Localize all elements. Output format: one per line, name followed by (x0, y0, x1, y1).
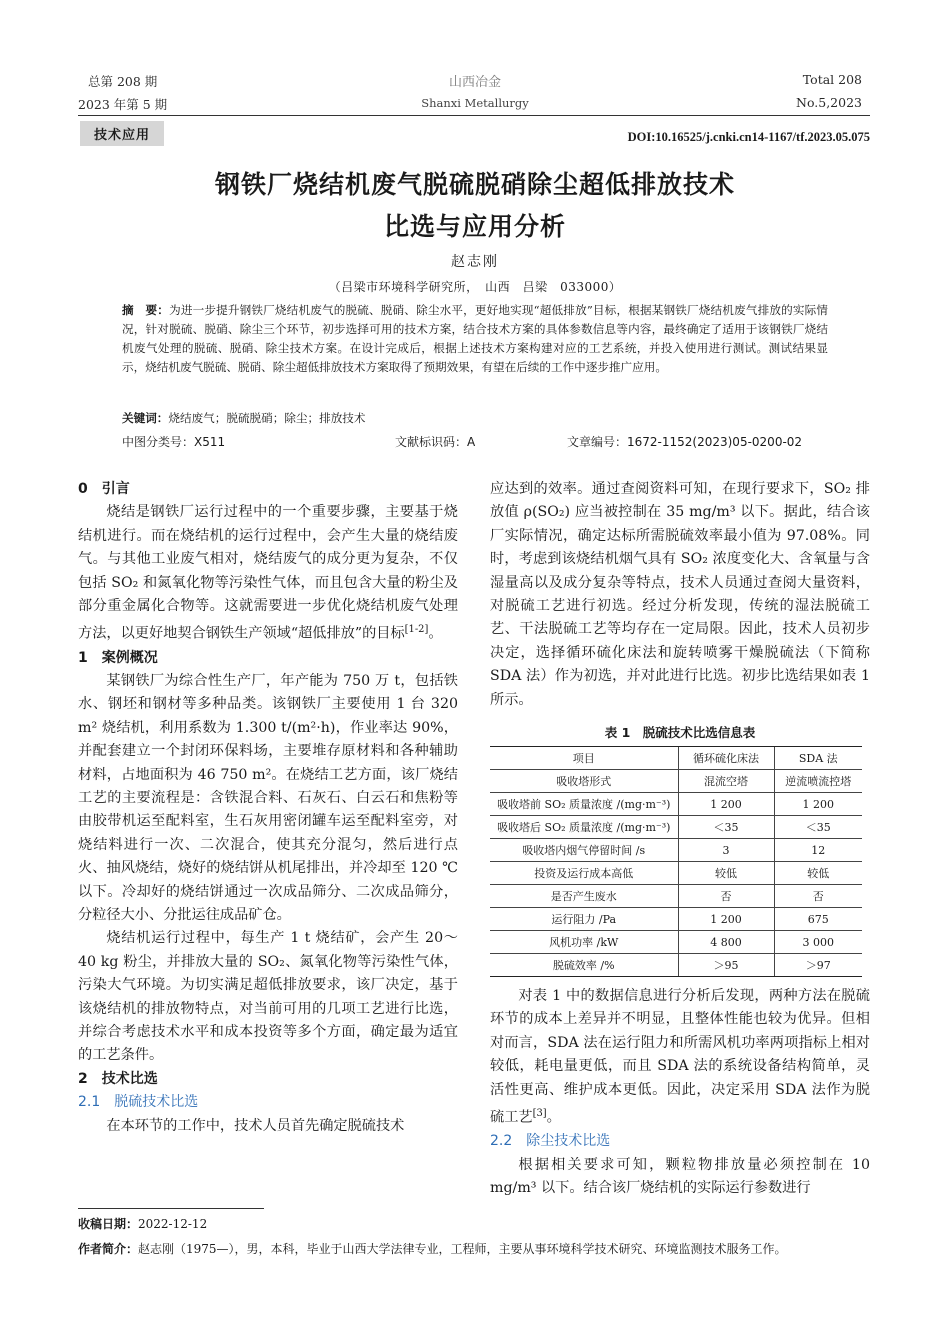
table-cell: 较低 (774, 862, 862, 885)
document-code: 文献标识码：A (395, 435, 476, 449)
table-row (490, 793, 862, 816)
table-row (490, 839, 862, 862)
table-cell: 吸收塔内烟气停留时间 /s (490, 839, 678, 862)
table-header-cell: 循环硫化床法 (678, 747, 774, 770)
footnote-rule (78, 1208, 264, 1209)
section-2-2-heading: 2.2 除尘技术比选 (490, 1133, 611, 1150)
citation: [3] (532, 1108, 547, 1120)
section-0-paragraph: 烧结是钢铁厂运行过程中的一个重要步骤，主要基于烧结机进行。而在烧结机的运行过程中，会产生大量的烧结废气。与其他工业废气相对，烧结废气的成分更为复杂，不仅包括 SO₂ 和氮氧化物等污染性气体，而且包含大量的粉尘及部分重金属化合物等。这就需要进一步优化烧结机废气处理方法，以更好地契合钢铁生产领域“超低排放”的目标[1-2]。 (78, 504, 458, 643)
doi: DOI:10.16525/j.cnki.cn14-1167/tf.2023.05.075 (627, 130, 870, 144)
table-cell: 1 200 (678, 908, 774, 931)
table-1-frame (490, 746, 862, 977)
section-1-heading: 1 案例概况 (78, 649, 158, 666)
table-cell: 12 (774, 839, 862, 862)
table-cell: 风机功率 /kW (490, 931, 678, 954)
table-cell: 投资及运行成本高低 (490, 862, 678, 885)
table-row (490, 862, 862, 885)
section-1-paragraph-1: 某钢铁厂为综合性生产厂，年产能为 750 万 t，包括铁水、钢坯和钢材等多种品类。该钢铁厂主要使用 1 台 320 m² 烧结机，利用系数为 1.300 t/(m²·h)，作业率达 90%，并配套建立一个封闭环保料场，主要堆存原材料和各种辅助材料，占地面积为 46 750 m²。在烧结工艺方面，该厂烧结工艺的主要流程是：含铁混合料、石灰石、白云石和焦粉等由胶带机运至配料室，生石灰用密闭罐车运至配料室旁，对烧结料进行一次、二次混合，使其充分混匀，然后进行点火、抽风烧结，烧好的烧结饼从机尾排出，并冷却至 120 ℃以下。冷却好的烧结饼通过一次成品筛分、二次成品筛分，分粒径大小、分批运往成品矿仓。 (78, 672, 458, 924)
table-cell: 吸收塔前 SO₂ 质量浓度 /(mg·m⁻³) (490, 793, 678, 816)
table-cell: 否 (774, 885, 862, 908)
column-tag: 技术应用 (80, 121, 164, 146)
table-cell: 吸收塔后 SO₂ 质量浓度 /(mg·m⁻³) (490, 816, 678, 839)
table-cell: 1 200 (774, 793, 862, 816)
left-column (78, 478, 458, 1138)
abstract-text: 为进一步提升钢铁厂烧结机废气的脱硫、脱硝、除尘水平，更好地实现“超低排放”目标，根据某钢铁厂烧结机废气排放的实际情况，针对脱硫、脱硝、除尘三个环节，初步选择可用的技术方案，结合技术方案的具体参数信息等内容，最终确定了适用于该钢铁厂烧结机废气处理的脱硫、脱硝、除尘技术方案。在设计完成后，根据上述技术方案构建对应的工艺系统，并投入使用进行测试。测试结果显示，烧结机废气脱硫、脱硝、除尘超低排放技术方案取得了预期效果，有望在后续的工作中逐步推广应用。 (122, 303, 828, 374)
keywords (122, 409, 828, 428)
keywords-text: 烧结废气；脱硫脱硝；除尘；排放技术 (168, 411, 366, 425)
table-cell: ＞97 (774, 954, 862, 977)
table-row (490, 885, 862, 908)
table-header-row (490, 747, 862, 770)
table-cell: 675 (774, 908, 862, 931)
title-line-1: 钢铁厂烧结机废气脱硫脱硝除尘超低排放技术 (214, 170, 735, 199)
header-rule (78, 115, 870, 116)
section-2-1-heading: 2.1 脱硫技术比选 (78, 1094, 199, 1111)
table-cell: ＜35 (678, 816, 774, 839)
title-line-2: 比选与应用分析 (383, 212, 566, 241)
table-cell: 4 800 (678, 931, 774, 954)
header-issue-total: 总第 208 期 (88, 74, 158, 89)
table-1 (490, 747, 862, 976)
table-cell: 是否产生废水 (490, 885, 678, 908)
table-1-analysis-paragraph: 对表 1 中的数据信息进行分析后发现，两种方法在脱硫环节的成本上差异并不明显，且整体性能也较为优异。但相对而言，SDA 法在运行阻力和所需风机功率两项指标上相对较低，耗电量更低，而且 SDA 法的系统设备结构简单，灵活性更高、维护成本更低。因此，决定采用 SDA 法作为脱硫工艺[3]。 (490, 988, 870, 1126)
section-2-1-continued: 应达到的效率。通过查阅资料可知，在现行要求下，SO₂ 排放值 ρ(SO₂) 应当被控制在 35 mg/m³ 以下。据此，结合该厂实际情况，确定达标所需脱硫效率最小值为 97.08%。同时，考虑到该烧结机烟气具有 SO₂ 浓度变化大、含氧量与含湿量高以及成分复杂等特点，技术人员通过查阅大量资料，对脱硫工艺进行初选。经过分析发现，传统的湿法脱硫工艺、干法脱硫工艺等均存在一定局限。因此，技术人员初步决定，选择循环硫化床法和旋转喷雾干燥脱硫法（下简称 SDA 法）作为初选，并对此进行比选。初步比选结果如表 1 所示。 (490, 481, 870, 708)
section-2-2-paragraph: 根据相关要求可知，颗粒物排放量必须控制在 10 mg/m³ 以下。结合该厂烧结机的实际运行参数进行 (490, 1156, 870, 1196)
abstract-label: 摘 要： (122, 303, 170, 317)
table-row (490, 908, 862, 931)
table-cell: 否 (678, 885, 774, 908)
header-journal-en: Shanxi Metallurgy (421, 96, 529, 110)
table-cell: 混流空塔 (678, 770, 774, 793)
table-cell: 吸收塔形式 (490, 770, 678, 793)
bio-label: 作者简介： (78, 1242, 139, 1256)
citation: [1-2] (404, 624, 429, 636)
header-issue-year: 2023 年第 5 期 (78, 97, 168, 112)
table-cell: 运行阻力 /Pa (490, 908, 678, 931)
table-row (490, 931, 862, 954)
table-1-title: 表 1 脱硫技术比选信息表 (604, 725, 756, 740)
section-0-heading: 0 引言 (78, 481, 130, 497)
abstract (122, 301, 828, 377)
header-number-en: No.5,2023 (796, 95, 862, 110)
table-cell: 较低 (678, 862, 774, 885)
header-journal-cn: 山西冶金 (448, 75, 501, 90)
article-number: 文章编号：1672-1152(2023)05-0200-02 (567, 435, 803, 449)
affiliation: （吕梁市环境科学研究所， 山西 吕梁 033000） (328, 280, 622, 294)
table-cell: 逆流喷流控塔 (774, 770, 862, 793)
section-1-paragraph-2: 烧结机运行过程中，每生产 1 t 烧结矿，会产生 20～40 kg 粉尘，并排放大量的 SO₂、氮氧化物等污染性气体，污染大气环境。为切实满足超低排放要求，该厂决定，基于该烧结机的排放物特点，对当前可用的几项工艺进行比选，并综合考虑技术水平和成本投资等多个方面，确定最为适宜的工艺条件。 (78, 930, 458, 1064)
section-2-heading: 2 技术比选 (78, 1070, 158, 1087)
table-row (490, 954, 862, 977)
table-cell: ＞95 (678, 954, 774, 977)
clc-number: 中图分类号：X511 (122, 435, 226, 449)
table-cell: 3 (678, 839, 774, 862)
header-total-en: Total 208 (802, 72, 862, 87)
table-row (490, 770, 862, 793)
table-row (490, 816, 862, 839)
table-header-cell: SDA 法 (774, 747, 862, 770)
received-label: 收稿日期： (78, 1217, 139, 1231)
table-cell: ＜35 (774, 816, 862, 839)
author: 赵志刚 (451, 254, 499, 270)
table-cell: 3 000 (774, 931, 862, 954)
received-date: 收稿日期：2022-12-12 (78, 1217, 208, 1231)
table-header-cell: 项目 (490, 747, 678, 770)
table-cell: 脱硫效率 /% (490, 954, 678, 977)
right-column-lower (490, 985, 870, 1200)
author-bio: 作者简介：赵志刚（1975—），男，本科，毕业于山西大学法律专业，工程师，主要从事环境科学技术研究、环境监测技术服务工作。 (78, 1242, 787, 1256)
right-column (490, 478, 870, 712)
table-cell: 1 200 (678, 793, 774, 816)
keywords-label: 关键词： (122, 411, 169, 425)
section-2-1-paragraph: 在本环节的工作中，技术人员首先确定脱硫技术 (106, 1117, 405, 1134)
